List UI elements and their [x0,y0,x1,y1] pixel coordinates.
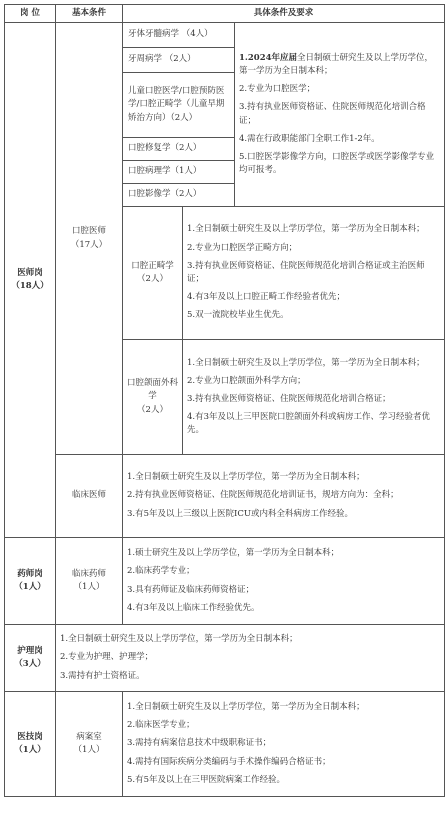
sub-patho: 口腔病理学（1人） [123,161,235,184]
stomatology-name: 口腔医师 [71,226,106,237]
pharmacy-name: 临床药师 [71,568,106,579]
omfs-count: （2人） [137,404,168,415]
req-line: 1.全日制硕士研究生及以上学历学位，第一学历为全日制本科； [187,224,425,235]
post-nursing [5,625,56,692]
req-line: 1.全日制硕士研究生及以上学历学位，第一学历为全日制本科； [127,702,365,713]
recruitment-table [4,4,445,797]
ortho-name: 口腔正畸学 [131,260,174,271]
stomatology-count: （17人） [70,239,108,250]
req-line: 1.硕士研究生及以上学历学位，第一学历为全日制本科； [127,548,340,559]
req-line: 1.全日制硕士研究生及以上学历学位，第一学历为全日制本科； [60,634,298,645]
sub-omfs [123,340,183,455]
req-line: 5.口腔医学影像学方向，口腔医学或医学影像学专业均可报考。 [239,151,435,176]
post-pharmacy-name: 药师岗 [17,568,43,579]
post-tech-name: 医技岗 [17,731,43,742]
sub-prosth: 口腔修复学（2人） [123,138,235,161]
sub-perio: 牙周病学 （2人） [123,48,235,73]
req-line: 4.有3年及以上临床工作经验优先。 [127,602,260,613]
omfs-name: 口腔颌面外科学 [127,378,179,402]
post-doctor-name: 医师岗 [17,267,43,278]
req-line: 3.需持有病案信息技术中级职称证书； [127,738,272,749]
req-line: 3.持有执业医师资格证、住院医师规范化培训合格证或主治医师证； [187,260,425,284]
header-detail: 具体条件及要求 [123,5,445,23]
table-row [5,455,445,538]
ortho-req [183,207,445,340]
tech-name: 病案室 [76,731,102,742]
post-doctor [5,23,56,538]
stomatology-group-req [235,23,445,207]
sub-ortho [123,207,183,340]
table-row [5,538,445,625]
recruitment-table-container [4,4,444,797]
req-line: 2.专业为护理、护理学； [60,652,154,663]
tech-req [123,692,445,797]
header-post: 岗 位 [5,5,56,23]
req-line: 2.持有执业医师资格证、住院医师规范化培训证书，规培方向为：全科； [127,490,399,501]
post-doctor-count: （18人） [11,281,49,291]
pharmacy-req [123,538,445,625]
req-line: 3.持有执业医师资格证、住院医师规范化培训合格证； [187,393,391,404]
req-line: 2.专业为口腔颌面外科学方向； [187,375,306,386]
post-nursing-name: 护理岗 [17,645,43,656]
basic-clinical: 临床医师 [56,455,123,538]
req-line: 2.专业为口腔医学； [239,84,316,95]
post-nursing-count: （3人） [14,659,46,669]
req-line: 1.全日制硕士研究生及以上学历学位，第一学历为全日制本科； [127,472,365,483]
req-line: 1.全日制硕士研究生及以上学历学位，第一学历为全日制本科； [187,357,425,368]
req-line: 4.需在行政职能部门全职工作1-2年。 [239,133,380,144]
tech-count: （1人） [73,745,105,755]
req-line: 2.临床药学专业； [127,566,195,577]
req-line [239,52,440,78]
post-tech [5,692,56,797]
req-bold: 1.2024年应届 [239,52,298,63]
table-row [5,23,445,48]
basic-tech [56,692,123,797]
clinical-req [123,455,445,538]
table-row [5,692,445,797]
req-line: 4.需持有国际疾病分类编码与手术操作编码合格证书； [127,756,331,767]
post-pharmacy-count: （1人） [14,582,46,592]
sub-imaging: 口腔影像学（2人） [123,184,235,207]
req-line: 5.有5年及以上在三甲医院病案工作经验。 [127,774,286,785]
header-basic: 基本条件 [56,5,123,23]
header-row [5,5,445,23]
req-line: 2.临床医学专业； [127,720,195,731]
req-line: 2.专业为口腔医学正畸方向； [187,242,298,253]
sub-pediatric: 儿童口腔医学/口腔预防医学/口腔正畸学（儿童早期矫治方向）（2人） [123,73,235,138]
ortho-count: （2人） [137,274,168,284]
post-tech-count: （1人） [14,745,46,755]
pharmacy-count: （1人） [73,582,105,592]
basic-pharmacy [56,538,123,625]
table-row [5,625,445,692]
nursing-req [56,625,445,692]
basic-stomatology [56,23,123,455]
omfs-req [183,340,445,455]
req-line: 5.双一流院校毕业生优先。 [187,310,289,321]
req-line: 3.具有药师证及临床药师资格证； [127,584,255,595]
req-line: 4.有3年及以上三甲医院口腔颌面外科或病房工作、学习经验者优先。 [187,412,431,436]
sub-endo: 牙体牙髓病学 （4人） [123,23,235,48]
req-text: 全日制硕士研究生及以上学历学位，第一学历为全日制本科； [239,52,434,76]
post-pharmacy [5,538,56,625]
req-line: 3.需持有护士资格证。 [60,670,145,681]
req-line: 3.持有执业医师资格证、住院医师规范化培训合格证； [239,102,426,126]
req-line: 4.有3年及以上口腔正畸工作经验者优先； [187,292,346,303]
req-line: 3.有5年及以上三级以上医院ICU或内科全科病房工作经验。 [127,508,354,519]
